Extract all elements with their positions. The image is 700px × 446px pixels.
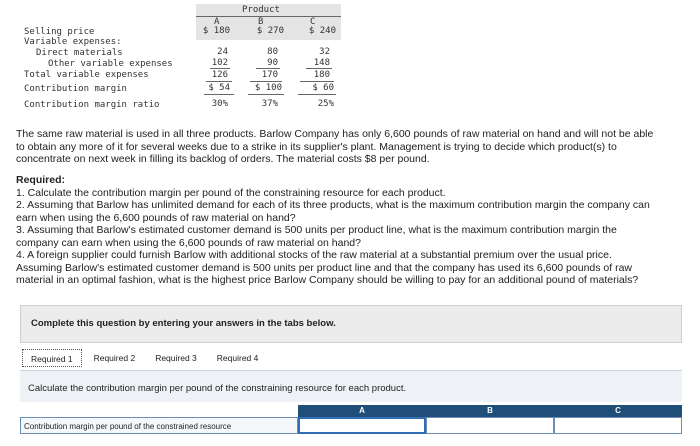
answer-grid-header — [298, 405, 682, 417]
column-header-b: B — [258, 17, 264, 27]
cell-a-cm-ratio: 30% — [211, 99, 228, 109]
cell-b-other-variable: 90 — [267, 58, 278, 68]
cell-b-selling-price: $ 270 — [256, 26, 284, 36]
instruction-box: Complete this question by entering your answers in the tabs below. — [20, 305, 682, 343]
column-header-a: A — [214, 17, 220, 27]
answer-input-b[interactable] — [426, 417, 554, 434]
divider — [306, 68, 332, 69]
required-item-2: 2. Assuming that Barlow has unlimited demand for each of its three products, what is the maximum contribution margin the company can earn when using the 6,600 pounds of raw material on hand? — [16, 199, 650, 224]
required-item-4: 4. A foreign supplier could furnish Barlow with additional stocks of the raw material at a substantial premium over the usual price. Assuming Barlow's estimated customer demand is 500 units per product line and that the company has used its 6,600 pounds of raw material in an optimal fashion, what is the highest price Barlow Company should be willing to pay for an additional pound of materials? — [16, 249, 639, 286]
row-label-contribution-margin: Contribution margin — [24, 84, 127, 94]
tab-required-2[interactable]: Required 2 — [93, 353, 136, 363]
row-label-selling-price: Selling price — [24, 27, 95, 37]
answer-row-label: Contribution margin per pound of the constrained resource — [20, 417, 298, 434]
cell-c-other-variable: 148 — [313, 58, 330, 68]
cell-b-total-variable: 170 — [261, 70, 278, 80]
required-item-1: 1. Calculate the contribution margin per pound of the constraining resource for each product. — [16, 186, 446, 199]
row-label-variable-expenses: Variable expenses: — [24, 37, 122, 47]
answer-header-b: B — [487, 406, 493, 415]
divider — [256, 68, 280, 69]
cell-c-direct-materials: 32 — [319, 47, 330, 57]
product-header: Product — [242, 5, 280, 15]
row-label-cm-ratio: Contribution margin ratio — [24, 100, 160, 110]
row-label-total-variable: Total variable expenses — [24, 70, 149, 80]
divider — [250, 81, 282, 82]
required-item-3: 3. Assuming that Barlow's estimated customer demand is 500 units per product line, what is the maximum contribution margin the company can earn when using the 6,600 pounds of raw material on hand? — [16, 224, 617, 249]
column-header-c: C — [310, 17, 316, 27]
cell-a-selling-price: $ 180 — [202, 26, 230, 36]
cell-c-total-variable: 180 — [313, 70, 330, 80]
tab-required-1[interactable]: Required 1 — [22, 349, 82, 367]
tab-required-4[interactable]: Required 4 — [216, 353, 259, 363]
cell-c-contribution-margin: $ 60 — [312, 83, 334, 93]
cell-a-total-variable: 126 — [211, 70, 228, 80]
cell-b-direct-materials: 80 — [267, 47, 278, 57]
divider — [248, 94, 284, 95]
answer-header-a: A — [359, 406, 365, 415]
cell-c-selling-price: $ 240 — [308, 26, 336, 36]
question-prompt: Calculate the contribution margin per pound of the constraining resource for each product. — [20, 370, 682, 402]
cell-a-contribution-margin: $ 54 — [208, 83, 230, 93]
divider — [298, 94, 336, 95]
divider — [206, 81, 232, 82]
required-tabs — [22, 349, 270, 367]
tab-required-3[interactable]: Required 3 — [155, 353, 197, 363]
divider — [204, 94, 234, 95]
required-heading: Required: — [16, 174, 66, 186]
cell-b-cm-ratio: 37% — [261, 99, 278, 109]
answer-grid — [20, 405, 682, 446]
cell-a-direct-materials: 24 — [217, 47, 228, 57]
divider — [210, 68, 230, 69]
product-table — [18, 4, 336, 114]
answer-input-a[interactable] — [298, 417, 426, 434]
answer-header-c: C — [615, 406, 621, 415]
cell-c-cm-ratio: 25% — [317, 99, 334, 109]
answer-input-c[interactable] — [554, 417, 682, 434]
divider — [300, 81, 334, 82]
required-section — [16, 174, 656, 287]
row-label-direct-materials: Direct materials — [36, 48, 123, 58]
cell-a-other-variable: 102 — [211, 58, 228, 68]
cell-b-contribution-margin: $ 100 — [254, 83, 282, 93]
intro-paragraph: The same raw material is used in all three products. Barlow Company has only 6,600 pounds of raw material on hand and will not be able to obtain any more of it for several weeks due to a strike in its supplier's plant. Management is trying to decide which product(s) to concentrate on next week in filling its backlog of orders. The material costs $8 per pound. — [16, 128, 654, 165]
row-label-other-variable: Other variable expenses — [48, 59, 173, 69]
